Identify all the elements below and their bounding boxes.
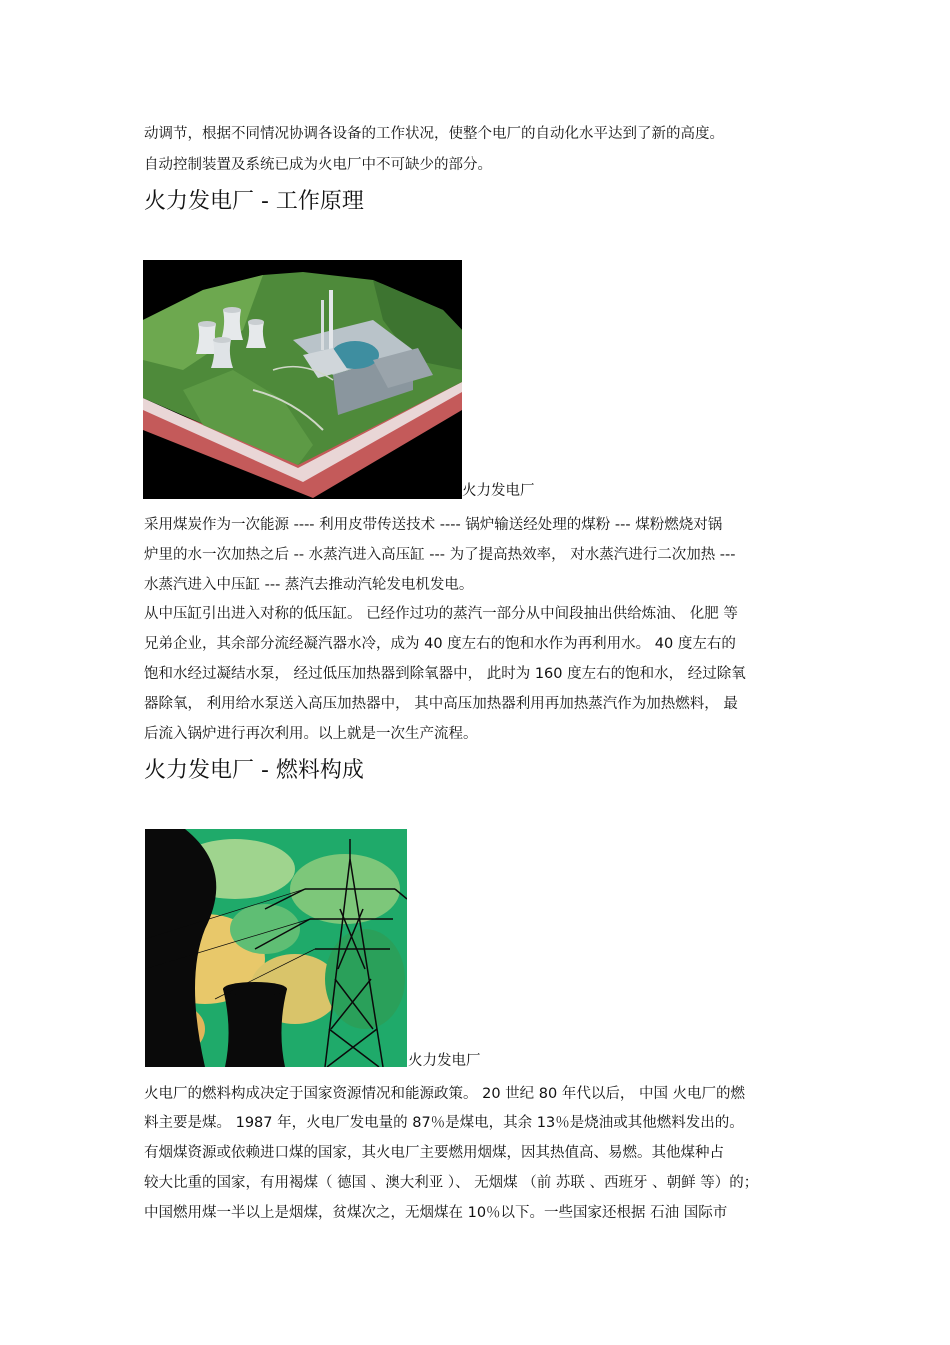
section2-line-4: 较大比重的国家，有用褐煤（ 德国 、澳大利亚 ）、 无烟煤 （前 苏联 、西班牙 、朝鲜 等）的； (144, 1175, 759, 1191)
section1-line-3: 水蒸汽进入中压缸 --- 蒸汽去推动汽轮发电机发电。 (144, 577, 474, 593)
section2-line-3: 有烟煤资源或依赖进口煤的国家，其火电厂主要燃用烟煤，因其热值高、易燃。其他煤种占 (144, 1145, 724, 1161)
section2-line-1: 火电厂的燃料构成决定于国家资源情况和能源政策。 20 世纪 80 年代以后， 中国 火电厂的燃 (144, 1086, 746, 1102)
section1-line-7: 器除氧， 利用给水泵送入高压加热器中， 其中高压加热器利用再加热蒸汽作为加热燃料， 最 (144, 696, 738, 712)
section-heading-working-principle: 火力发电厂 - 工作原理 (144, 189, 364, 214)
section1-line-1: 采用煤炭作为一次能源 ---- 利用皮带传送技术 ---- 锅炉输送经处理的煤粉 --- 煤粉燃烧对锅 (144, 517, 723, 533)
section1-line-6: 饱和水经过凝结水泵， 经过低压加热器到除氧器中， 此时为 160 度左右的饱和水， 经过除氧 (144, 666, 746, 682)
image-caption-1: 火力发电厂 (462, 483, 535, 499)
section1-line-4: 从中压缸引出进入对称的低压缸。 已经作过功的蒸汽一部分从中间段抽出供给炼油、 化肥 等 (144, 606, 738, 622)
section1-line-5: 兄弟企业，其余部分流经凝汽器水冷，成为 40 度左右的饱和水作为再利用水。 40 度左右的 (144, 636, 736, 652)
section-heading-fuel-composition: 火力发电厂 - 燃料构成 (144, 758, 364, 783)
power-plant-model-illustration (143, 260, 462, 499)
image-caption-2: 火力发电厂 (408, 1053, 481, 1069)
intro-line-2: 自动控制装置及系统已成为火电厂中不可缺少的部分。 (144, 157, 492, 173)
intro-line-1: 动调节，根据不同情况协调各设备的工作状况，使整个电厂的自动化水平达到了新的高度。 (144, 126, 724, 142)
section2-line-2: 料主要是煤。 1987 年，火电厂发电量的 87％是煤电，其余 13％是烧油或其他燃料发出的。 (144, 1115, 744, 1131)
power-plant-model-image (143, 260, 462, 499)
cooling-tower-pylon-illustration (145, 829, 407, 1067)
section2-line-5: 中国燃用煤一半以上是烟煤，贫煤次之，无烟煤在 10％以下。一些国家还根据 石油 国际市 (144, 1205, 728, 1221)
cooling-tower-pylon-image (145, 829, 407, 1067)
section1-line-8: 后流入锅炉进行再次利用。以上就是一次生产流程。 (144, 726, 478, 742)
section1-line-2: 炉里的水一次加热之后 -- 水蒸汽进入高压缸 --- 为了提高热效率， 对水蒸汽进行二次加热 --- (144, 547, 736, 563)
